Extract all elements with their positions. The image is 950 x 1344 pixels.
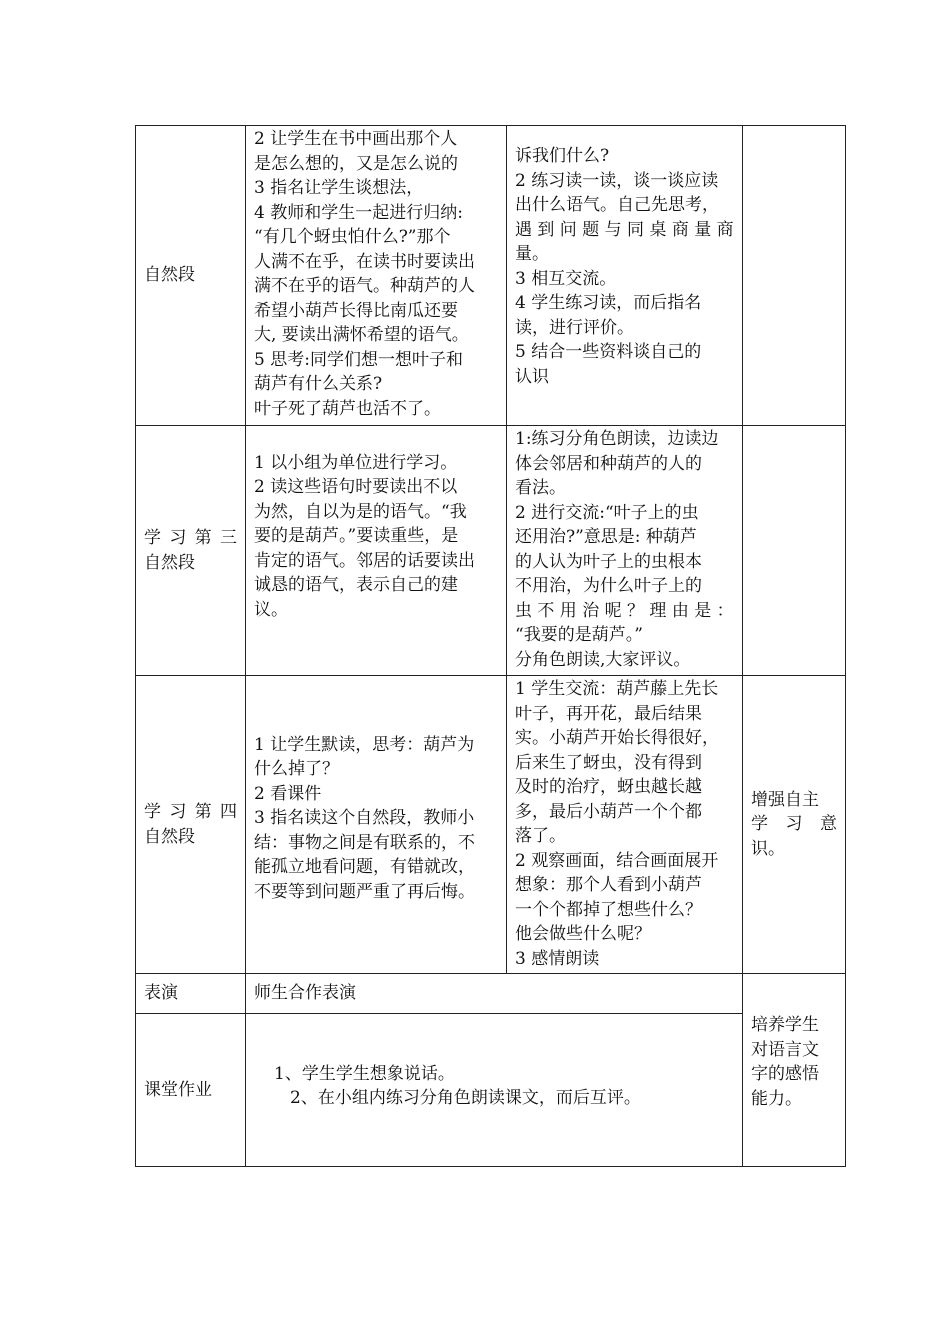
design-intent-line: 增强自主	[751, 789, 819, 810]
step-line: 葫芦有什么关系?	[254, 374, 383, 394]
activity-line: 3 感情朗读	[515, 948, 600, 969]
activity-line: 落了。	[515, 826, 566, 846]
teacher-steps-cell	[246, 126, 507, 426]
row-label: 学 习 第 四	[144, 802, 237, 822]
row-label: 自然段	[144, 552, 195, 573]
activity-line: 他会做些什么呢？	[515, 924, 651, 944]
student-activities-cell	[507, 676, 743, 974]
activity-line: 2 观察画面，结合画面展开	[515, 850, 719, 871]
homework-item: 1、学生学生想象说话。	[274, 1063, 455, 1084]
row-label: 自然段	[144, 265, 195, 286]
activity-line: 2 练习读一读，谈一谈应读	[515, 170, 719, 191]
step-line: 能孤立地看问题，有错就改，	[254, 857, 475, 878]
row-paragraph-continued	[136, 126, 846, 426]
activity-line: 看法。	[515, 478, 566, 498]
activity-line: 遇 到 问 题 与 同 桌 商 量 商	[515, 219, 734, 240]
design-intent-line: 培养学生	[751, 1015, 819, 1035]
activity-line: 想象：那个人看到小葫芦	[515, 875, 702, 895]
activity-line: 一个个都掉了想些什么？	[515, 899, 702, 920]
step-line: 为然，自以为是的语气。“我	[254, 501, 467, 522]
design-intent-line: 识。	[751, 838, 785, 859]
step-line: 叶子死了葫芦也活不了。	[254, 398, 441, 419]
row-label: 课堂作业	[144, 1079, 212, 1100]
row-paragraph-three	[136, 426, 846, 676]
step-line: 不要等到问题严重了再后悔。	[254, 881, 475, 902]
step-line: 3 指名让学生谈想法，	[254, 178, 424, 198]
activity-line: 还用治?”意思是: 种葫芦	[515, 527, 697, 547]
step-line: 4 教师和学生一起进行归纳:	[254, 202, 463, 223]
step-line: 人满不在乎，在读书时要读出	[254, 251, 475, 272]
row-label: 表演	[144, 983, 178, 1004]
activity-line: 2 进行交流:“叶子上的虫	[515, 502, 699, 523]
step-line: 2 看课件	[254, 783, 322, 804]
row-performance	[136, 974, 846, 1014]
step-line: 肯定的语气。邻居的话要读出	[254, 550, 475, 571]
activity-line: 叶子，再开花，最后结果	[515, 703, 702, 724]
design-intent-cell	[743, 126, 846, 426]
step-line: 3 指名读这个自然段，教师小	[254, 808, 475, 829]
teacher-steps-cell	[246, 426, 507, 676]
row-label: 学 习 第 三	[144, 528, 237, 548]
student-activities-cell	[507, 126, 743, 426]
row-label: 自然段	[144, 826, 195, 847]
activity-line: 后来生了蚜虫，没有得到	[515, 752, 702, 773]
row-label-cell	[136, 426, 246, 676]
step-line: 要的是葫芦。”要读重些，是	[254, 526, 459, 547]
activity-line: 实。小葫芦开始长得很好，	[515, 728, 719, 748]
activity-line: 4 学生练习读，而后指名	[515, 293, 702, 313]
step-line: 1 以小组为单位进行学习。	[254, 452, 458, 473]
homework-item: 2、在小组内练习分角色朗读课文，而后互评。	[290, 1088, 641, 1108]
step-line: “有几个蚜虫怕什么?”那个	[254, 227, 451, 247]
activity-line: 1 学生交流：葫芦藤上先长	[515, 679, 719, 699]
activity-line: 及时的治疗，蚜虫越长越	[515, 777, 702, 797]
activity-line: 虫 不 用 治 呢 ？ 理 由 是 ：	[515, 600, 734, 621]
activity-line: 的人认为叶子上的虫根本	[515, 551, 702, 572]
step-line: 5 思考:同学们想一想叶子和	[254, 349, 463, 370]
design-intent-line: 字的感悟	[751, 1064, 819, 1084]
activity-line: 量。	[515, 244, 549, 264]
activity-line: 多，最后小葫芦一个个都	[515, 801, 702, 822]
row-label-cell	[136, 126, 246, 426]
step-line: 什么掉了？	[254, 759, 339, 780]
design-intent-line: 能力。	[751, 1088, 802, 1109]
step-line: 是怎么想的，又是怎么说的	[254, 153, 458, 174]
activity-line: 分角色朗读,大家评议。	[515, 649, 691, 670]
activity-line: 诉我们什么?	[515, 146, 610, 166]
activity-line: 体会邻居和种葫芦的人的	[515, 453, 702, 474]
step-line: 结：事物之间是有联系的，不	[254, 832, 475, 853]
design-intent-line: 对语言文	[751, 1039, 819, 1060]
row-label-cell	[136, 974, 246, 1014]
step-line: 1 让学生默读，思考：葫芦为	[254, 734, 475, 755]
row-label-cell	[136, 1014, 246, 1167]
activity-line: 3 相互交流。	[515, 268, 617, 289]
activity-line: 读，进行评价。	[515, 317, 634, 338]
lesson-plan-table	[135, 125, 846, 1167]
activity-line: 5 结合一些资料谈自己的	[515, 342, 702, 362]
step-line: 2 读这些语句时要读出不以	[254, 477, 458, 498]
design-intent-cell	[743, 676, 846, 974]
performance-content-cell	[246, 974, 743, 1014]
row-label-cell	[136, 676, 246, 974]
teacher-steps-cell	[246, 676, 507, 974]
activity-line: 1:练习分角色朗读，边读边	[515, 429, 719, 449]
activity-line: “我要的是葫芦。”	[515, 625, 643, 645]
step-line: 大, 要读出满怀希望的语气。	[254, 325, 469, 345]
activity-line: 出什么语气。自己先思考，	[515, 195, 719, 215]
homework-content-cell	[246, 1014, 743, 1167]
design-intent-cell	[743, 426, 846, 676]
student-activities-cell	[507, 426, 743, 676]
performance-content: 师生合作表演	[254, 983, 356, 1004]
step-line: 诚恳的语气，表示自己的建	[254, 575, 458, 596]
row-paragraph-four	[136, 676, 846, 974]
design-intent-cell	[743, 974, 846, 1167]
step-line: 满不在乎的语气。种葫芦的人	[254, 276, 475, 296]
row-homework	[136, 1014, 846, 1167]
step-line: 希望小葫芦长得比南瓜还要	[254, 300, 458, 321]
activity-line: 认识	[515, 366, 549, 387]
design-intent-line: 学 习 意	[751, 814, 837, 835]
activity-line: 不用治，为什么叶子上的	[515, 576, 702, 596]
step-line: 议。	[254, 599, 288, 620]
step-line: 2 让学生在书中画出那个人	[254, 129, 458, 149]
